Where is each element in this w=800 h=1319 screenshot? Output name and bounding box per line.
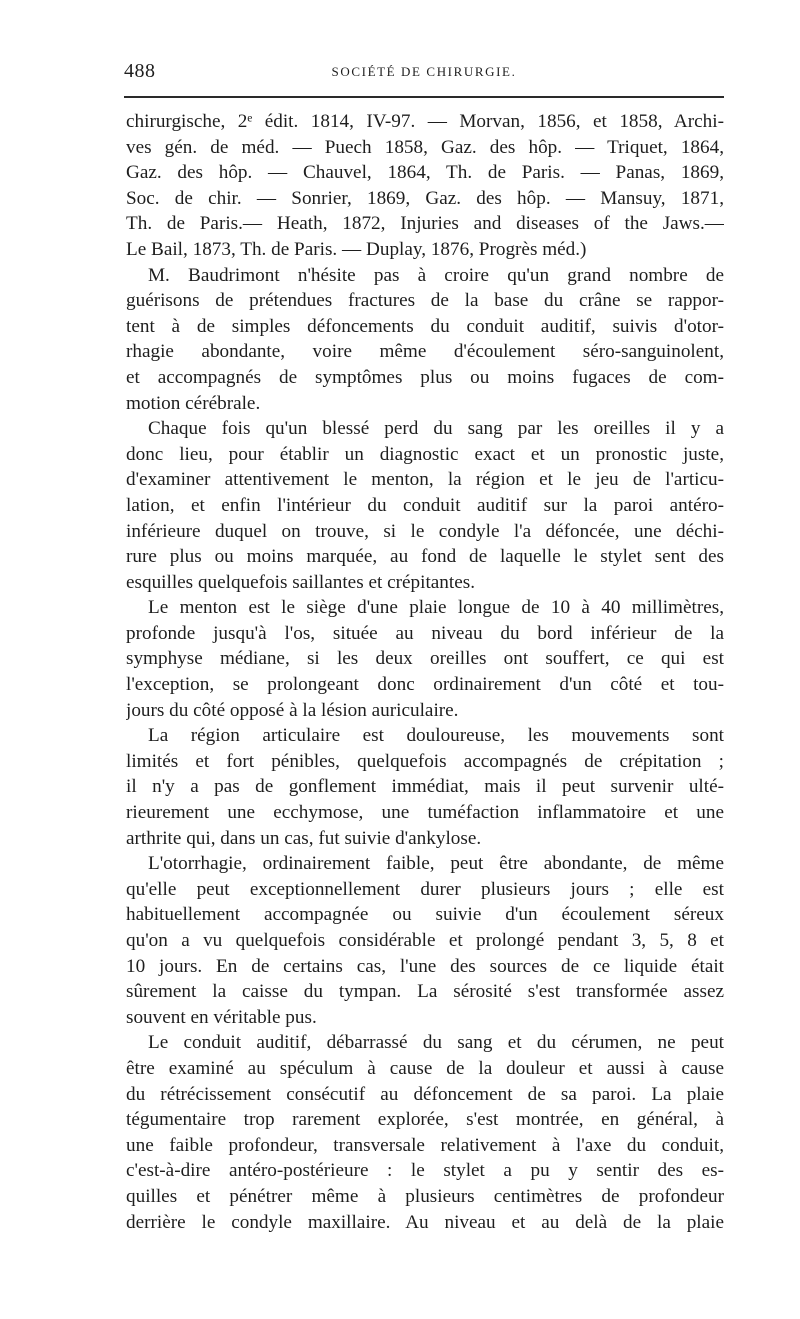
text-line: guérisons de prétendues fractures de la base du crâne se rappor- bbox=[126, 290, 724, 312]
text-line: et accompagnés de symptômes plus ou moins fugaces de com- bbox=[126, 366, 724, 388]
text-line: limités et fort pénibles, quelquefois accompagnés de crépitation ; bbox=[126, 750, 724, 772]
text-line: il n'y a pas de gonflement immédiat, mais il peut survenir ulté- bbox=[126, 776, 724, 798]
text-line: motion cérébrale. bbox=[126, 392, 261, 414]
text-line: quilles et pénétrer même à plusieurs centimètres de profondeur bbox=[126, 1185, 724, 1207]
text-line: rure plus ou moins marquée, au fond de laquelle le stylet sent des bbox=[126, 546, 724, 568]
page-header bbox=[124, 60, 724, 88]
text-line: sûrement la caisse du tympan. La sérosité s'est transformée assez bbox=[126, 981, 724, 1003]
body-text bbox=[126, 109, 724, 1235]
text-line: symphyse médiane, si les deux oreilles ont souffert, ce qui est bbox=[126, 648, 724, 670]
text-line: inférieure duquel on trouve, si le condyle l'a défoncée, une déchi- bbox=[126, 520, 724, 542]
text-line: 10 jours. En de certains cas, l'une des sources de ce liquide était bbox=[126, 955, 724, 977]
text-line: esquilles quelquefois saillantes et crépitantes. bbox=[126, 571, 476, 593]
text-line: arthrite qui, dans un cas, fut suivie d'ankylose. bbox=[126, 827, 482, 849]
text-line: ves gén. de méd. — Puech 1858, Gaz. des hôp. — Triquet, 1864, bbox=[126, 136, 724, 158]
text-line: qu'on a vu quelquefois considérable et prolongé pendant 3, 5, 8 et bbox=[126, 930, 724, 951]
text-line: L'otorrhagie, ordinairement faible, peut être abondante, de même bbox=[148, 853, 724, 875]
text-line: Le conduit auditif, débarrassé du sang et du cérumen, ne peut bbox=[148, 1032, 724, 1054]
text-line: Th. de Paris.— Heath, 1872, Injuries and diseases of the Jaws.— bbox=[126, 213, 724, 235]
running-title: SOCIÉTÉ DE CHIRURGIE. bbox=[331, 64, 517, 79]
text-line: rieurement une ecchymose, une tuméfaction inflammatoire et une bbox=[126, 802, 724, 824]
header-rule bbox=[124, 96, 724, 98]
text-line: jours du côté opposé à la lésion auriculaire. bbox=[126, 699, 459, 721]
text-line: Soc. de chir. — Sonrier, 1869, Gaz. des hôp. — Mansuy, 1871, bbox=[126, 187, 724, 209]
text-line: M. Baudrimont n'hésite pas à croire qu'un grand nombre de bbox=[148, 264, 724, 286]
text-line: habituellement accompagnée ou suivie d'un écoulement séreux bbox=[126, 904, 724, 926]
text-line: chirurgische, 2ᵉ édit. 1814, IV-97. — Morvan, 1856, et 1858, Archi- bbox=[126, 111, 724, 132]
text-line: d'examiner attentivement le menton, la région et le jeu de l'articu- bbox=[126, 469, 724, 491]
text-line: derrière le condyle maxillaire. Au niveau et au delà de la plaie bbox=[126, 1211, 724, 1233]
text-line: une faible profondeur, transversale relativement à l'axe du conduit, bbox=[126, 1134, 724, 1156]
text-line: du rétrécissement consécutif au défoncement de sa paroi. La plaie bbox=[126, 1083, 724, 1105]
text-line: Chaque fois qu'un blessé perd du sang par les oreilles il y a bbox=[148, 418, 724, 440]
text-line: lation, et enfin l'intérieur du conduit auditif sur la paroi antéro- bbox=[126, 494, 724, 516]
text-line: qu'elle peut exceptionnellement durer plusieurs jours ; elle est bbox=[126, 878, 724, 900]
text-line: tégumentaire trop rarement explorée, s'est montrée, en général, à bbox=[126, 1109, 724, 1131]
text-line: rhagie abondante, voire même d'écoulement séro-sanguinolent, bbox=[126, 341, 724, 363]
text-line: profonde jusqu'à l'os, située au niveau du bord inférieur de la bbox=[126, 622, 724, 644]
text-line: c'est-à-dire antéro-postérieure : le stylet a pu y sentir des es- bbox=[126, 1160, 724, 1182]
page-number: 488 bbox=[124, 60, 156, 82]
text-line: souvent en véritable pus. bbox=[126, 1006, 317, 1028]
text-line: être examiné au spéculum à cause de la douleur et aussi à cause bbox=[126, 1057, 724, 1079]
text-line: donc lieu, pour établir un diagnostic exact et un pronostic juste, bbox=[126, 443, 724, 465]
text-line: tent à de simples défoncements du conduit auditif, suivis d'otor- bbox=[126, 315, 724, 337]
text-line: Le Bail, 1873, Th. de Paris. — Duplay, 1876, Progrès méd.) bbox=[126, 238, 587, 260]
text-line: Le menton est le siège d'une plaie longue de 10 à 40 millimètres, bbox=[148, 597, 724, 619]
text-line: Gaz. des hôp. — Chauvel, 1864, Th. de Paris. — Panas, 1869, bbox=[126, 162, 724, 184]
text-line: l'exception, se prolongeant donc ordinairement d'un côté et tou- bbox=[126, 674, 724, 696]
text-line: La région articulaire est douloureuse, les mouvements sont bbox=[148, 725, 724, 747]
